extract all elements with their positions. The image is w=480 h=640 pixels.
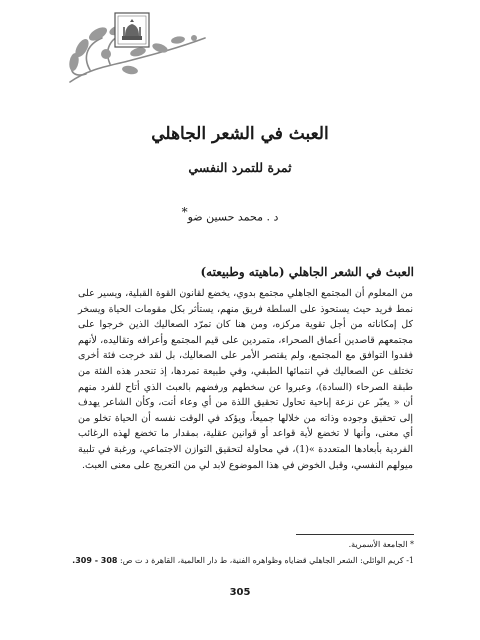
footnote-affiliation: * الجامعة الأسمرية. (348, 540, 414, 549)
section-heading: العبث في الشعر الجاهلي (ماهيته وطبيعته) (200, 265, 414, 279)
body-paragraph: من المعلوم أن المجتمع الجاهلي مجتمع بدوي، يخضع لقانون القوة القبلية، ويسير على نمط فريد حيث يستحوذ على السلطة فريق منهم، يستأثر بكل مقومات الحياة ويسخر كل إمكاناته من أجل تقوية مركزه، ومن هنا كان تمرّد الصعاليك الذين خرجوا على مجتمعهم قاصدين أعماق الصحراء، متمردين على قيم المجتمع وأعرافه وتقاليده، لأنهم فقدوا التوافق مع المجتمع، ولم يقتصر الأمر على الصعاليك، بل لقد خرجت فئة أخرى تختلف عن الصعاليك في انتمائها الطبقي، وفي طبيعة تمردها، إذ تنحدر هذه الفئة من طبقة الصرحاء (السادة)، وعبروا عن سخطهم ورفضهم بالعبث الذي أتاح للفرد منهم أن « يعبّر عن نزعة إباحية تحاول تحقيق اللذة من أي وعاء أتت، وكأن الشاعر يهدف إلى تحقيق وجوده وذاته من خلالها جميعاً، ويؤكد في الوقت نفسه أن الحياة تخلو من أي معنى، وأنها لا تخضع لأية قواعد أو قوانين عقلية، بمقدار ما تخضع لهذه الرغائب الفردية بأبعادها المتعددة »(1)، في محاولة لتحقيق التوازن الاجتماعي، ورغبة في تلبية ميولهم النفسي، وقبل الخوض في هذا الموضوع لابد لي من التعريج على معنى العبث. (78, 288, 413, 471)
author-line (0, 205, 460, 224)
article-subtitle: ثمرة للتمرد النفسي (188, 160, 292, 175)
body-text (78, 286, 413, 473)
footnote-divider (296, 534, 414, 535)
author-name: د . محمد حسين ضو (187, 210, 279, 224)
article-title: العبث في الشعر الجاهلي (151, 124, 329, 144)
institution-seal-icon (114, 12, 150, 48)
footnote-reference-pages: 308 - 309. (72, 556, 118, 565)
footnote-reference-text: 1- كريم الوائلي: الشعر الجاهلي قضاياه وظواهره الفنية، ط دار العالمية، القاهرة د ت ص: (120, 556, 414, 565)
author-footnote-mark: * (181, 205, 188, 219)
footnote-reference (54, 555, 414, 567)
page-number: 305 (229, 587, 251, 598)
